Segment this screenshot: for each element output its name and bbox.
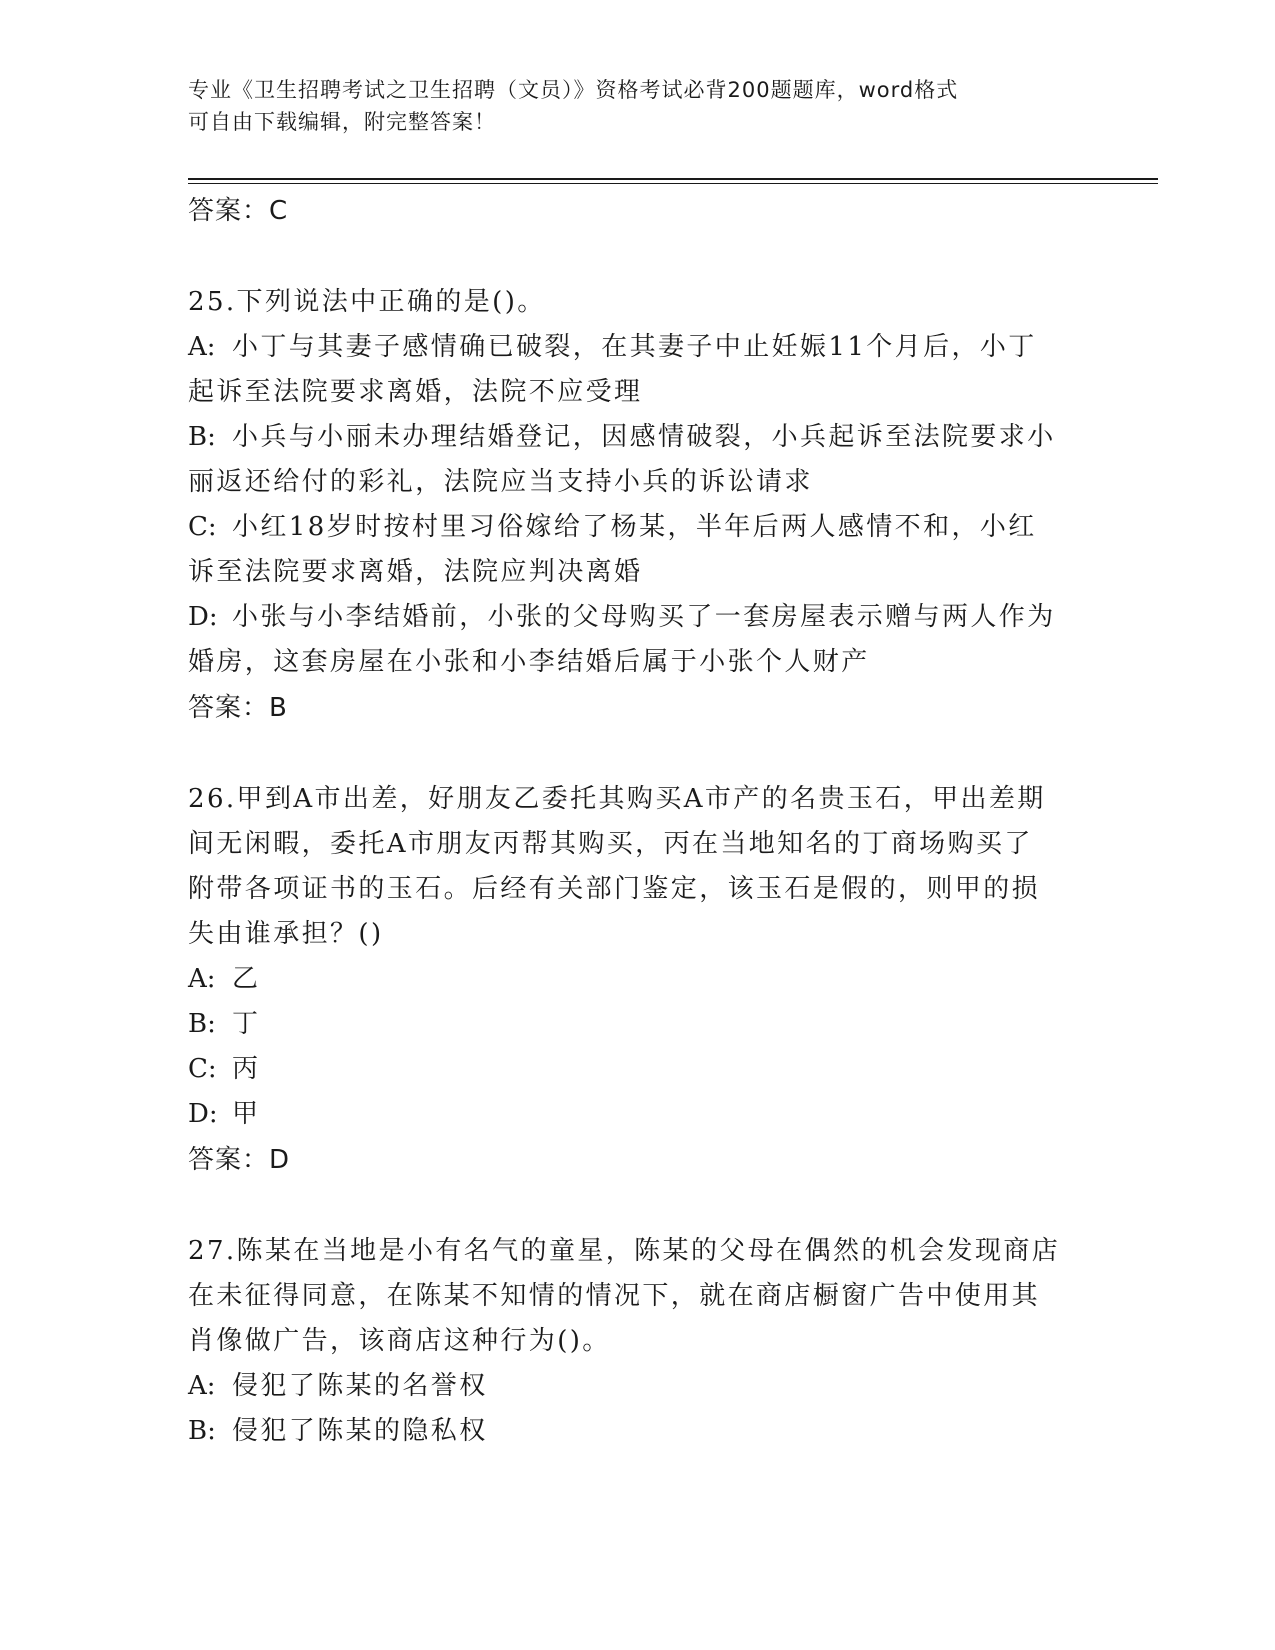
question-stem-line: 附带各项证书的玉石。后经有关部门鉴定，该玉石是假的，则甲的损 (188, 874, 1041, 904)
question-list (188, 188, 1088, 1454)
answer-label: 答案：B (188, 693, 288, 723)
option-c (188, 505, 1088, 595)
header-divider-thin (188, 183, 1158, 184)
option-d (188, 595, 1088, 685)
option-a (188, 957, 1088, 1002)
option-text: 小红18岁时按村里习俗嫁给了杨某，半年后两人感情不和，小红 (232, 512, 1037, 542)
option-text: 小兵与小丽未办理结婚登记，因感情破裂，小兵起诉至法院要求小 (232, 422, 1056, 452)
option-text: 甲 (232, 1099, 261, 1129)
header-divider-thick (188, 178, 1158, 180)
previous-answer: 答案：C (188, 196, 289, 226)
header-line-2: 可自由下载编辑，附完整答案！ (188, 110, 496, 134)
option-key: A: (188, 332, 216, 362)
option-b (188, 1002, 1088, 1047)
question-stem-line: 失由谁承担？() (188, 919, 384, 949)
option-key: B: (188, 1009, 216, 1039)
option-text-continued: 婚房，这套房屋在小张和小李结婚后属于小张个人财产 (188, 647, 870, 677)
option-key: B: (188, 422, 216, 452)
option-text: 小张与小李结婚前，小张的父母购买了一套房屋表示赠与两人作为 (232, 602, 1056, 632)
option-text: 丙 (232, 1054, 261, 1084)
option-key: C: (188, 1054, 217, 1084)
question-stem-line: 25.下列说法中正确的是()。 (188, 287, 546, 317)
option-text-continued: 起诉至法院要求离婚，法院不应受理 (188, 377, 643, 407)
answer-label: 答案：D (188, 1145, 291, 1175)
question-stem-line: 间无闲暇，委托A市朋友丙帮其购买，丙在当地知名的丁商场购买了 (188, 829, 1033, 859)
question-27 (188, 1229, 1088, 1454)
option-a (188, 1364, 1088, 1409)
option-key: D: (188, 602, 218, 632)
option-text: 侵犯了陈某的隐私权 (232, 1416, 488, 1446)
option-key: D: (188, 1099, 218, 1129)
question-stem (188, 280, 1088, 325)
option-text-continued: 诉至法院要求离婚，法院应判决离婚 (188, 557, 643, 587)
question-stem-line: 26.甲到A市出差，好朋友乙委托其购买A市产的名贵玉石，甲出差期 (188, 784, 1046, 814)
option-b (188, 415, 1088, 505)
option-key: C: (188, 512, 217, 542)
question-stem-line: 27.陈某在当地是小有名气的童星，陈某的父母在偶然的机会发现商店 (188, 1236, 1061, 1266)
header-line-1: 专业《卫生招聘考试之卫生招聘（文员）》资格考试必背200题题库，word格式 (188, 78, 959, 102)
option-text: 小丁与其妻子感情确已破裂，在其妻子中止妊娠11个月后，小丁 (232, 332, 1037, 362)
option-text: 侵犯了陈某的名誉权 (232, 1371, 488, 1401)
option-text: 乙 (232, 964, 261, 994)
option-c (188, 1047, 1088, 1092)
question-stem-line: 在未征得同意，在陈某不知情的情况下，就在商店橱窗广告中使用其 (188, 1281, 1041, 1311)
question-26 (188, 777, 1088, 1183)
question-stem-line: 肖像做广告，该商店这种行为()。 (188, 1326, 611, 1356)
option-d (188, 1092, 1088, 1137)
option-a (188, 325, 1088, 415)
document-header (188, 74, 1088, 138)
option-key: A: (188, 964, 216, 994)
option-key: A: (188, 1371, 216, 1401)
option-text-continued: 丽返还给付的彩礼，法院应当支持小兵的诉讼请求 (188, 467, 813, 497)
option-text: 丁 (232, 1009, 261, 1039)
question-stem (188, 777, 1088, 957)
question-25 (188, 280, 1088, 731)
option-b (188, 1409, 1088, 1454)
option-key: B: (188, 1416, 216, 1446)
question-stem (188, 1229, 1088, 1364)
